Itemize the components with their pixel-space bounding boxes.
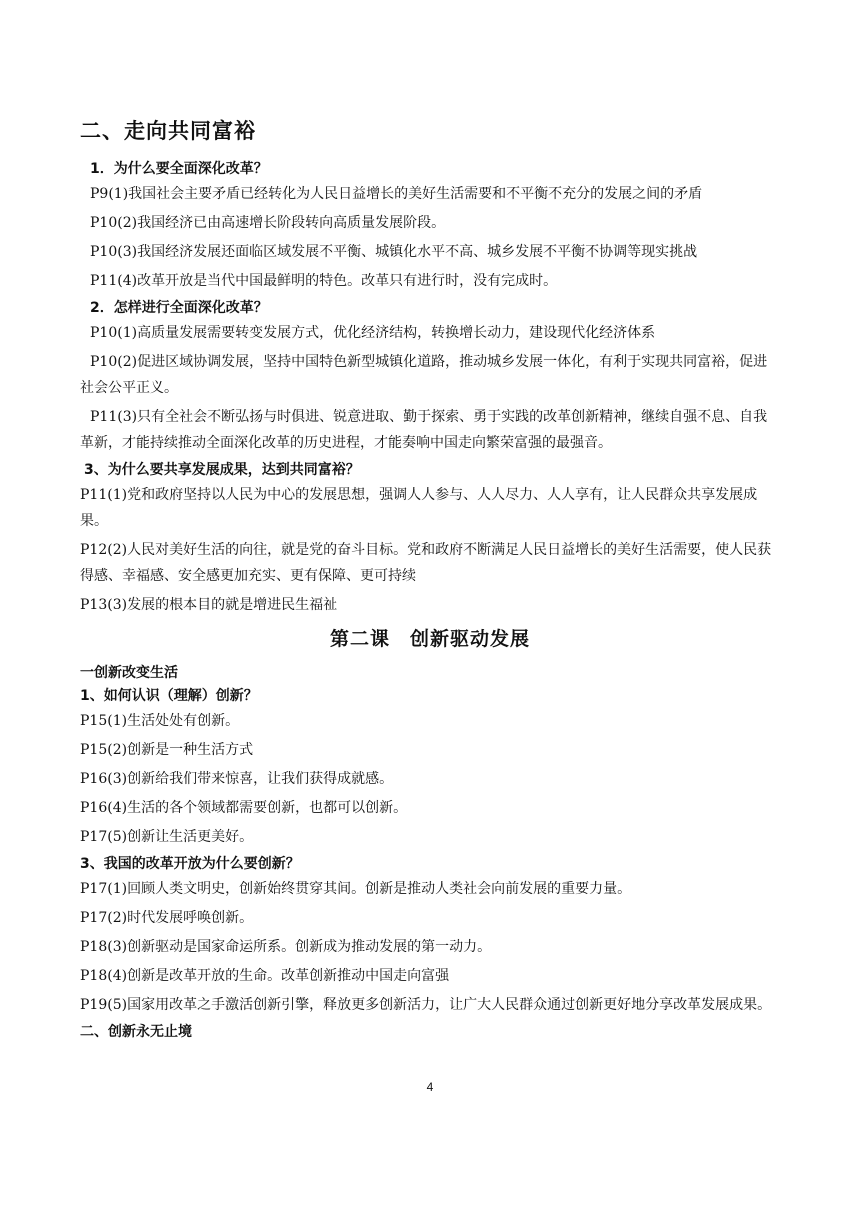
list-item: P11(4)改革开放是当代中国最鲜明的特色。改革只有进行时，没有完成时。 (90, 273, 558, 289)
list-item: P17(1)回顾人类文明史，创新始终贯穿其间。创新是推动人类社会向前发展的重要力量。 (80, 881, 632, 897)
list-item: P11(3)只有全社会不断弘扬与时俱进、锐意进取、勤于探索、勇于实践的改革创新精神，继续自强不息、自我革新，才能持续推动全面深化改革的历史进程，才能奏响中国走向繁荣富强的最强音。 (80, 409, 768, 451)
list-item: P16(4)生活的各个领域都需要创新，也都可以创新。 (80, 800, 408, 816)
part-2-title: 二、创新永无止境 (80, 1024, 192, 1040)
list-item: P15(2)创新是一种生活方式 (80, 742, 254, 758)
list-item: P9(1)我国社会主要矛盾已经转化为人民日益增长的美好生活需要和不平衡不充分的发展之间的矛盾 (90, 186, 703, 202)
page-number: 4 (426, 1080, 434, 1094)
lesson-title: 第二课 创新驱动发展 (329, 628, 530, 650)
content (80, 158, 780, 1044)
question-2-title: 2．怎样进行全面深化改革？ (90, 300, 268, 316)
list-item: P13(3)发展的根本目的就是增进民生福祉 (80, 597, 338, 613)
question-5-title: 3、我国的改革开放为什么要创新？ (80, 856, 300, 872)
part-1-title: 一创新改变生活 (80, 665, 178, 681)
list-item: P10(2)促进区域协调发展，坚持中国特色新型城镇化道路，推动城乡发展一体化，有利于实现共同富裕，促进社会公平正义。 (80, 354, 768, 396)
list-item: P18(3)创新驱动是国家命运所系。创新成为推动发展的第一动力。 (80, 939, 492, 955)
question-4-title: 1、如何认识（理解）创新？ (80, 688, 258, 704)
list-item: P17(5)创新让生活更美好。 (80, 829, 254, 845)
list-item: P11(1)党和政府坚持以人民为中心的发展思想，强调人人参与、人人尽力、人人享有，让人民群众共享发展成果。 (80, 487, 758, 529)
question-1-title: 1．为什么要全面深化改革？ (90, 161, 268, 177)
list-item: P16(3)创新给我们带来惊喜，让我们获得成就感。 (80, 771, 394, 787)
list-item: P10(1)高质量发展需要转变发展方式，优化经济结构，转换增长动力，建设现代化经济体系 (90, 325, 656, 341)
question-3-title: 3、为什么要共享发展成果，达到共同富裕？ (84, 462, 360, 478)
list-item: P19(5)国家用改革之手激活创新引擎，释放更多创新活力，让广大人民群众通过创新更好地分享改革发展成果。 (80, 997, 772, 1013)
section-title: 二、走向共同富裕 (80, 119, 256, 143)
list-item: P10(2)我国经济已由高速增长阶段转向高质量发展阶段。 (90, 215, 446, 231)
list-item: P17(2)时代发展呼唤创新。 (80, 910, 254, 926)
list-item: P10(3)我国经济发展还面临区域发展不平衡、城镇化水平不高、城乡发展不平衡不协调等现实挑战 (90, 244, 698, 260)
list-item: P18(4)创新是改革开放的生命。改革创新推动中国走向富强 (80, 968, 450, 984)
list-item: P12(2)人民对美好生活的向往，就是党的奋斗目标。党和政府不断满足人民日益增长的美好生活需要，使人民获得感、幸福感、安全感更加充实、更有保障、更可持续 (80, 542, 772, 584)
list-item: P15(1)生活处处有创新。 (80, 713, 240, 729)
